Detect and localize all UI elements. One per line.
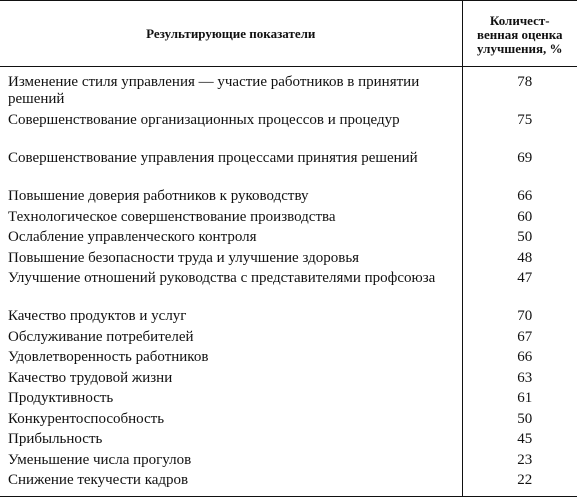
table-row <box>0 112 577 150</box>
table-row <box>0 67 577 113</box>
table-row <box>0 431 577 452</box>
table-header-row <box>0 1 577 67</box>
row-value: 66 <box>517 349 533 365</box>
header-improvement-estimate <box>462 1 577 67</box>
row-label: Уменьшение числа прогулов <box>0 452 462 473</box>
row-value: 75 <box>517 112 533 128</box>
row-value: 63 <box>517 369 533 386</box>
row-label: Снижение текучести кадров <box>0 472 462 496</box>
table-row <box>0 370 577 391</box>
row-value: 47 <box>517 270 533 286</box>
table-row <box>0 209 577 230</box>
header-indicators: Результирующие показатели <box>0 1 462 67</box>
row-label: Повышение доверия работников к руководству <box>0 188 462 209</box>
row-value: 45 <box>517 431 533 447</box>
header-improvement-line-2: венная оценка <box>476 26 563 42</box>
table-row <box>0 390 577 411</box>
row-label: Продуктивность <box>0 390 462 411</box>
row-value: 61 <box>517 390 533 406</box>
row-value: 69 <box>517 150 533 166</box>
table-row <box>0 250 577 271</box>
row-label: Улучшение отношений руководства с представителями профсоюза <box>0 270 462 308</box>
row-value: 50 <box>517 229 533 245</box>
row-value: 66 <box>517 188 533 204</box>
row-label: Ослабление управленческого контроля <box>0 229 462 250</box>
row-label: Изменение стиля управления — участие работников в принятии решений <box>0 67 462 113</box>
table-row <box>0 188 577 209</box>
row-value: 22 <box>462 472 577 496</box>
table-row <box>0 452 577 473</box>
row-value: 48 <box>517 249 533 266</box>
table-row <box>0 270 577 308</box>
table-row <box>0 472 577 496</box>
row-label: Повышение безопасности труда и улучшение здоровья <box>0 250 462 271</box>
table-row <box>0 308 577 329</box>
header-improvement-line-1: Количест- <box>489 12 550 28</box>
row-label: Прибыльность <box>0 431 462 452</box>
row-value: 70 <box>517 308 533 324</box>
row-label: Обслуживание потребителей <box>0 329 462 350</box>
table-row <box>0 411 577 432</box>
row-value: 67 <box>517 328 533 345</box>
row-value: 78 <box>517 74 533 90</box>
table-row <box>0 150 577 188</box>
row-label: Качество трудовой жизни <box>0 370 462 391</box>
row-value: 60 <box>517 208 533 225</box>
row-value: 50 <box>517 410 533 427</box>
row-label: Удовлетворенность работников <box>0 349 462 370</box>
row-label: Технологическое совершенствование производства <box>0 209 462 230</box>
row-label: Качество продуктов и услуг <box>0 308 462 329</box>
row-label: Совершенствование организационных процессов и процедур <box>0 112 462 150</box>
table-row <box>0 349 577 370</box>
header-improvement-line-3: улучшения, % <box>476 40 563 56</box>
row-label: Совершенствование управления процессами принятия решений <box>0 150 462 188</box>
table-row <box>0 229 577 250</box>
row-value: 23 <box>517 451 533 468</box>
table-row <box>0 329 577 350</box>
row-label: Конкурентоспособность <box>0 411 462 432</box>
